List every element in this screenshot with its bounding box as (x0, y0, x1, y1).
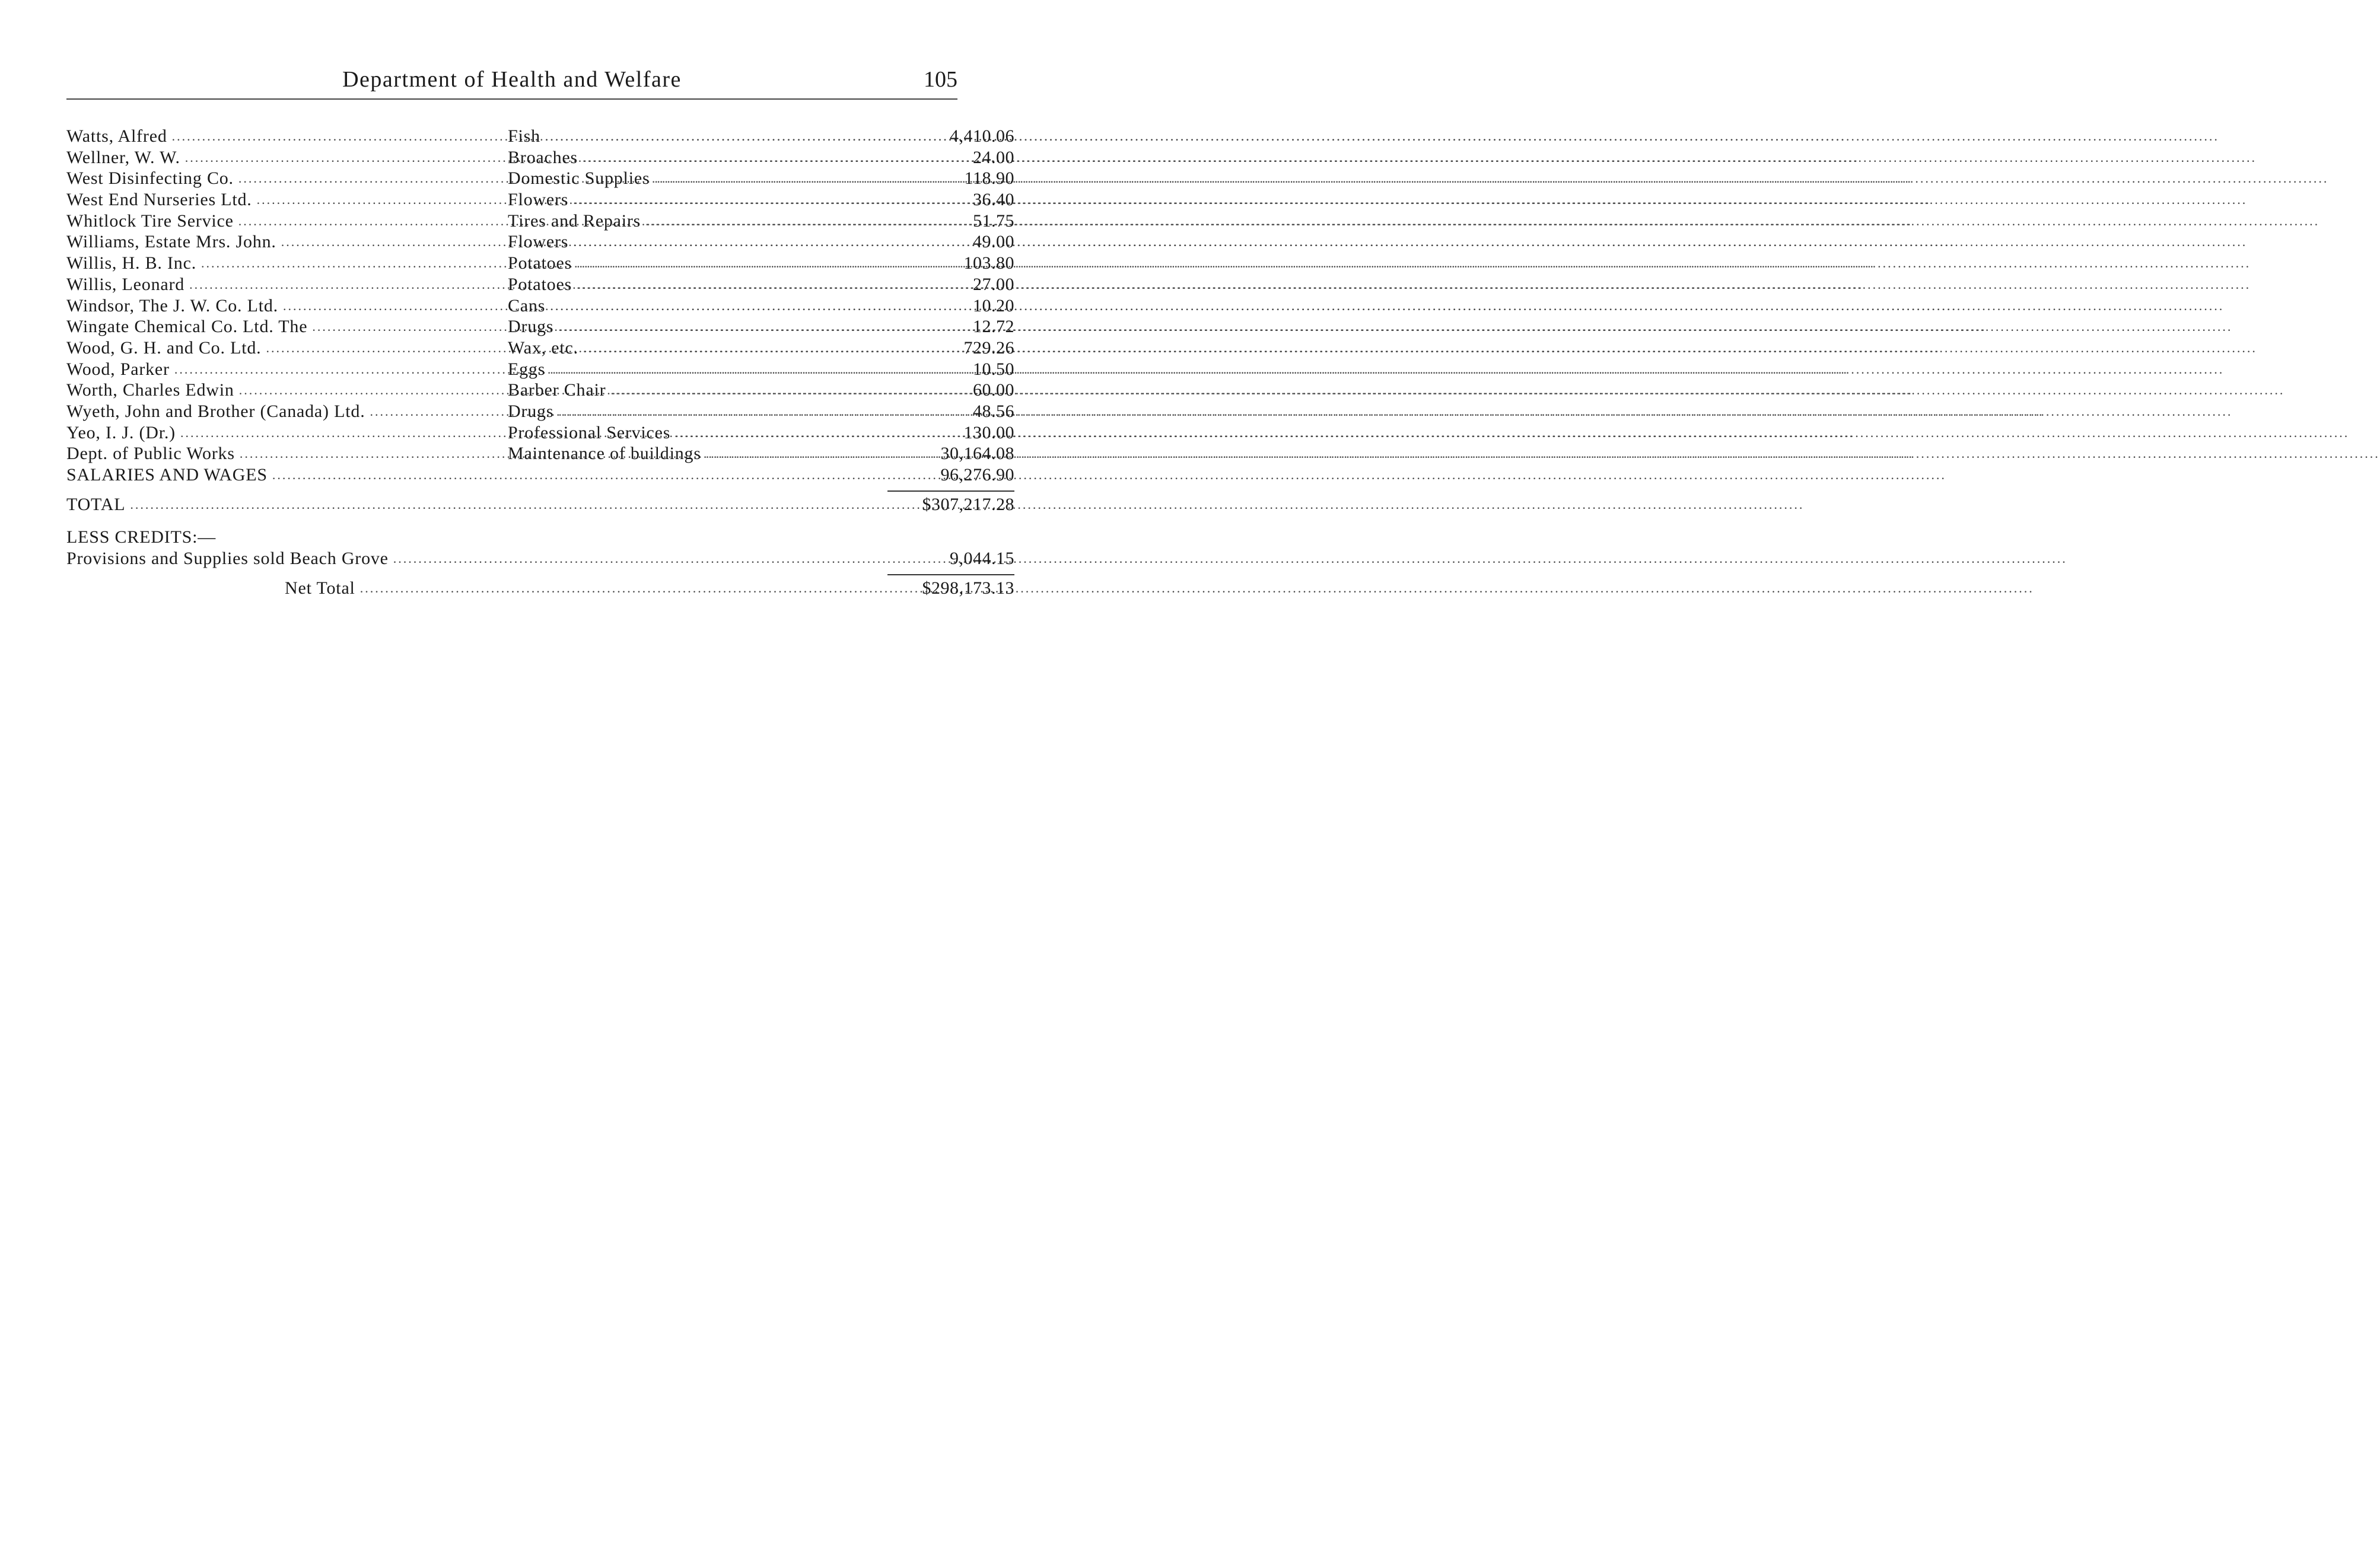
ledger-row (66, 316, 1014, 337)
net-total-row (66, 578, 1014, 599)
ledger-row (66, 231, 1014, 253)
item-amount: 51.75 (973, 211, 1014, 231)
item-description: Professional Services (508, 422, 671, 442)
item-description: Drugs (508, 317, 554, 337)
net-total-label: Net Total (285, 578, 355, 598)
payee-name: Yeo, I. J. (Dr.) (66, 422, 176, 442)
payee-name: West End Nurseries Ltd. (66, 190, 252, 210)
item-description: Potatoes (508, 253, 572, 273)
item-amount: 118.90 (964, 168, 1014, 189)
ledger-row (66, 401, 1014, 422)
dot-leader (272, 464, 1946, 485)
item-amount: 27.00 (973, 274, 1014, 294)
total-rule (887, 490, 1014, 492)
ledger-entries (66, 126, 1014, 464)
less-credits-heading-row (66, 527, 816, 548)
dot-leader (550, 295, 2224, 316)
item-description: Domestic Supplies (508, 168, 650, 189)
net-rule (887, 574, 1014, 575)
item-amount: 30,164.08 (940, 444, 1014, 464)
dot-leader (577, 274, 2251, 295)
net-total-amount: $298,173.13 (922, 578, 1014, 598)
ledger-row (66, 253, 1014, 274)
item-amount: 36.40 (973, 190, 1014, 210)
payee-name: Windsor, The J. W. Co. Ltd. (66, 295, 278, 316)
item-description: Cans (508, 295, 546, 316)
ledger-row (66, 147, 1014, 168)
item-description: Flowers (508, 232, 569, 252)
net-rule-row (66, 569, 816, 578)
payee-name: Willis, Leonard (66, 274, 185, 294)
item-description: Maintenance of buildings (508, 444, 701, 464)
ledger-row (66, 422, 1014, 444)
salaries-amount: 96,276.90 (940, 465, 1014, 485)
total-label: TOTAL (66, 494, 126, 514)
less-credits-heading: LESS CREDITS:— (66, 527, 217, 547)
page-number: 105 (924, 67, 957, 92)
payee-name: Whitlock Tire Service (66, 211, 234, 231)
item-amount: 12.72 (973, 317, 1014, 337)
payee-name: Wood, G. H. and Co. Ltd. (66, 337, 262, 358)
expenditure-ledger (66, 126, 1014, 598)
total-row (66, 494, 1014, 515)
item-description: Wax, etc. (508, 337, 578, 358)
payee-name: Wellner, W. W. (66, 147, 180, 167)
ledger-row (66, 443, 1014, 464)
total-rule-row (66, 486, 816, 494)
payee-name: Wingate Chemical Co. Ltd. The (66, 317, 308, 337)
item-description: Potatoes (508, 274, 572, 294)
item-amount: 60.00 (973, 380, 1014, 400)
ledger-row (66, 168, 1014, 189)
item-amount: 10.20 (973, 295, 1014, 316)
item-description: Fish (508, 126, 540, 146)
ledger-row (66, 295, 1014, 317)
dot-leader (573, 189, 2247, 210)
item-amount: 130.00 (963, 422, 1014, 442)
payee-name: Wyeth, John and Brother (Canada) Ltd. (66, 401, 365, 421)
item-description: Broaches (508, 147, 578, 167)
dot-leader (360, 578, 2034, 598)
less-credits-label: Provisions and Supplies sold Beach Grove (66, 549, 389, 569)
total-amount: $307,217.28 (922, 494, 1014, 514)
dot-leader (583, 147, 2257, 168)
payee-name: West Disinfecting Co. (66, 168, 234, 189)
page-title: Department of Health and Welfare (342, 67, 682, 92)
item-amount: 4,410.06 (950, 126, 1014, 146)
dot-leader (558, 316, 2232, 337)
ledger-row (66, 359, 1014, 380)
dot-leader (577, 253, 2251, 273)
salaries-row (66, 464, 1014, 486)
item-description: Flowers (508, 190, 569, 210)
item-description: Barber Chair (508, 380, 606, 400)
payee-name: Willis, H. B. Inc. (66, 253, 197, 273)
ledger-row (66, 274, 1014, 295)
dot-leader (393, 548, 2067, 569)
less-credits-amount: 9,044.15 (950, 549, 1014, 569)
payee-name: Worth, Charles Edwin (66, 380, 234, 400)
ledger-row (66, 189, 1014, 211)
item-amount: 48.56 (973, 401, 1014, 421)
less-credits-row (66, 548, 1014, 569)
item-amount: 10.50 (973, 359, 1014, 379)
item-amount: 24.00 (973, 147, 1014, 167)
dot-leader (610, 380, 2284, 400)
ledger-row (66, 337, 1014, 359)
item-description: Eggs (508, 359, 546, 379)
payee-name: Dept. of Public Works (66, 444, 235, 464)
dot-leader (573, 231, 2247, 252)
item-amount: 103.80 (963, 253, 1014, 273)
item-amount: 49.00 (973, 232, 1014, 252)
page-header (66, 64, 957, 100)
salaries-label: SALARIES AND WAGES (66, 465, 268, 485)
ledger-row (66, 211, 1014, 232)
item-description: Drugs (508, 401, 554, 421)
dot-leader (545, 126, 2219, 146)
dot-leader (558, 401, 2232, 422)
ledger-row (66, 126, 1014, 147)
item-description: Tires and Repairs (508, 211, 641, 231)
item-amount: 729.26 (963, 337, 1014, 358)
payee-name: Wood, Parker (66, 359, 170, 379)
payee-name: Watts, Alfred (66, 126, 167, 146)
payee-name: Williams, Estate Mrs. John. (66, 232, 276, 252)
ledger-row (66, 380, 1014, 401)
dot-leader (550, 359, 2224, 380)
dot-leader (583, 337, 2257, 358)
